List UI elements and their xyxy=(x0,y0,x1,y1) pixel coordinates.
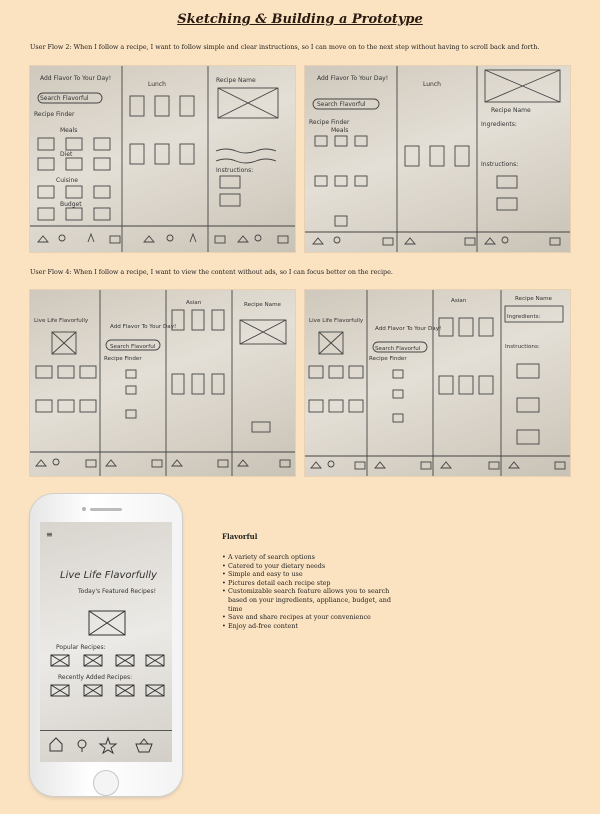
sketch-text: Ingredients: xyxy=(507,314,541,320)
sketch-text: Search Flavorful xyxy=(375,346,421,352)
sketch-text: Budget xyxy=(60,201,82,208)
nav-divider xyxy=(40,730,172,731)
user-flow-2-label: User Flow 2: When I follow a recipe, I want to follow simple and clear instructions, so I can move on to the next step without having to scroll back and forth. xyxy=(30,43,540,51)
sketch-text: Add Flavor To Your Day! xyxy=(40,75,112,82)
menu-icon[interactable]: ≡ xyxy=(46,530,53,539)
popular-heading: Popular Recipes: xyxy=(56,644,106,651)
sketch-photo-flow2-a xyxy=(30,66,295,252)
sketch-text: Recipe Name xyxy=(216,77,256,84)
star-icon xyxy=(100,738,116,753)
phone-screen xyxy=(40,522,172,762)
sketch-photo-flow2-b xyxy=(305,66,570,252)
sketch-photo-flow4-a xyxy=(30,290,295,476)
feature-list xyxy=(222,553,392,630)
sketch-text: Diet xyxy=(60,151,73,158)
sketch-drawing xyxy=(305,290,570,476)
sketch-text: Instructions: xyxy=(505,344,540,350)
app-features xyxy=(222,532,392,630)
sketch-text: Asian xyxy=(186,300,202,306)
sketch-text: Meals xyxy=(60,127,78,134)
sketch-text: Recipe Name xyxy=(244,302,281,308)
search-icon xyxy=(78,740,86,748)
user-flow-4-label: User Flow 4: When I follow a recipe, I want to view the content without ads, so I can focus better on the recipe. xyxy=(30,268,393,276)
sketch-text: Ingredients: xyxy=(481,121,517,128)
sketch-drawing xyxy=(305,66,570,252)
sketch-text: Live Life Flavorfully xyxy=(34,318,89,324)
feature-item: • A variety of search options xyxy=(228,553,392,562)
sketch-text: Instructions: xyxy=(216,167,254,174)
sketch-text: Recipe Name xyxy=(515,296,552,302)
featured-image-placeholder[interactable] xyxy=(88,610,126,636)
sketch-text: Instructions: xyxy=(481,161,519,168)
recent-recipes-row[interactable] xyxy=(50,684,166,698)
sketch-text: Add Flavor To Your Day! xyxy=(110,324,177,330)
sketch-text: Recipe Finder xyxy=(369,356,407,362)
camera-icon xyxy=(82,507,86,511)
feature-item: • Customizable search feature allows you to search based on your ingredients, appliance, budget, and time xyxy=(228,587,392,613)
recent-heading: Recently Added Recipes: xyxy=(58,674,133,681)
sketch-text: Add Flavor To Your Day! xyxy=(375,326,442,332)
bottom-nav[interactable] xyxy=(48,736,166,754)
sketch-photo-flow4-b xyxy=(305,290,570,476)
feature-item: • Simple and easy to use xyxy=(228,570,392,579)
feature-item: • Catered to your dietary needs xyxy=(228,562,392,571)
sketch-text: Live Life Flavorfully xyxy=(309,318,364,324)
sketch-text: Search Flavorful xyxy=(110,344,156,350)
sketch-text: Lunch xyxy=(148,81,166,88)
basket-icon xyxy=(136,739,152,752)
sketch-drawing xyxy=(30,66,295,252)
sketch-text: Recipe Name xyxy=(491,107,531,114)
phone-mockup xyxy=(30,494,182,796)
sketch-text: Lunch xyxy=(423,81,441,88)
sketch-text: Recipe Finder xyxy=(104,356,142,362)
feature-item: • Enjoy ad-free content xyxy=(228,622,392,631)
sketch-text: Meals xyxy=(331,127,349,134)
phone-headline: Live Life Flavorfully xyxy=(60,570,157,581)
home-button[interactable] xyxy=(93,770,119,796)
featured-heading: Today's Featured Recipes! xyxy=(78,588,157,595)
sketch-drawing xyxy=(30,290,295,476)
sketch-text: Search Flavorful xyxy=(40,95,89,102)
page-title: Sketching & Building a Prototype xyxy=(177,12,423,27)
app-name: Flavorful xyxy=(222,532,258,541)
home-icon xyxy=(50,738,62,751)
sketch-text: Recipe Finder xyxy=(309,119,350,126)
sketch-text: Cuisine xyxy=(56,177,78,184)
sketch-text: Recipe Finder xyxy=(34,111,75,118)
feature-item: • Save and share recipes at your convenience xyxy=(228,613,392,622)
feature-item: • Pictures detail each recipe step xyxy=(228,579,392,588)
sketch-text: Add Flavor To Your Day! xyxy=(317,75,389,82)
sketch-text: Asian xyxy=(451,298,467,304)
speaker-icon xyxy=(90,508,122,511)
sketch-text: Search Flavorful xyxy=(317,101,366,108)
popular-recipes-row[interactable] xyxy=(50,654,166,668)
